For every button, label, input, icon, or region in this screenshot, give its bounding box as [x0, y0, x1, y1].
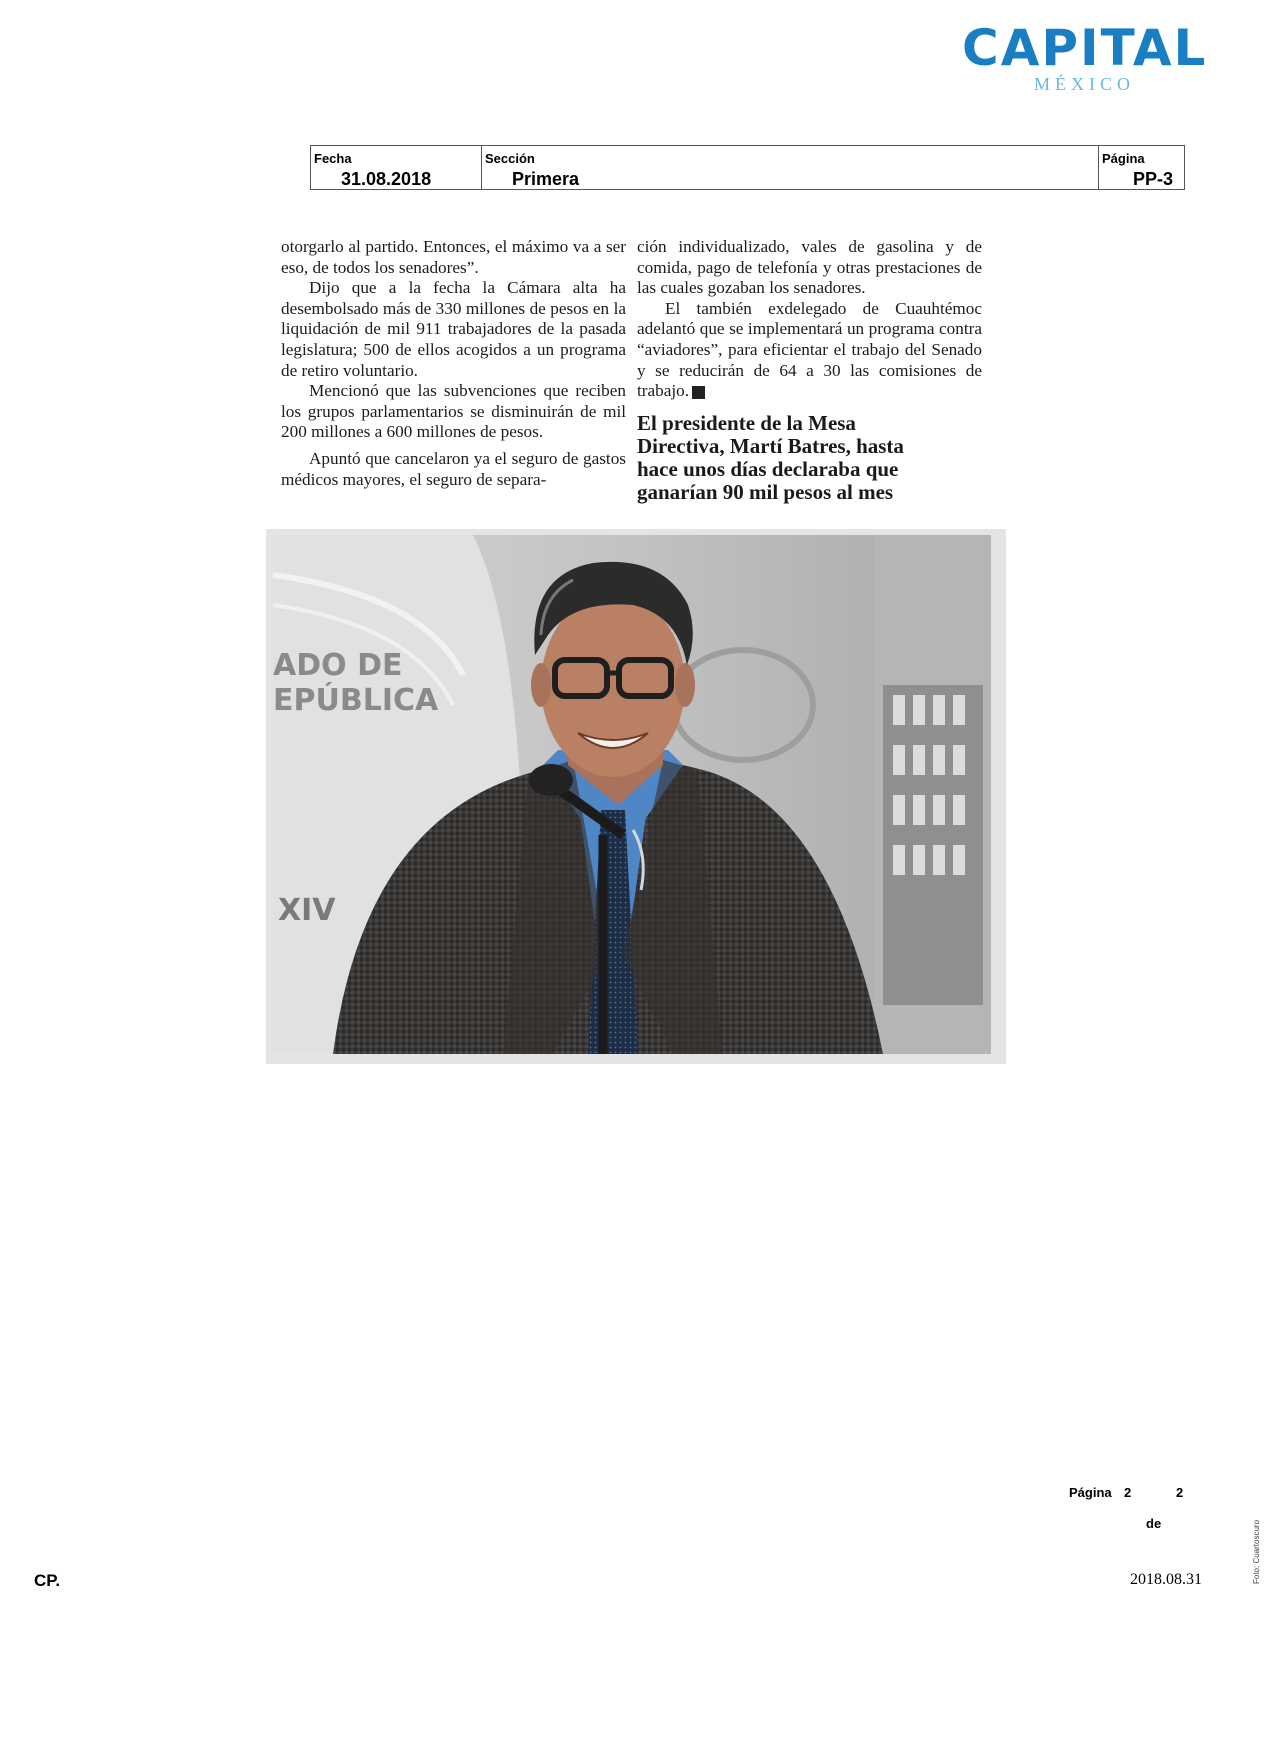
article-left-column	[281, 237, 626, 490]
paragraph: Mencionó que las subvenciones que reciben los grupos parlamentarios se disminuirán de mil 200 millones a 600 millones de pesos.	[281, 381, 626, 442]
paragraph-text: El también exdelegado de Cuauhtémoc adelantó que se implementará un programa contra “aviadores”, para eficientar el trabajo del Senado y se reducirán de 64 a 30 las comisiones de trabajo.	[637, 298, 982, 401]
footer-date: 2018.08.31	[1130, 1571, 1202, 1588]
fecha-value: 31.08.2018	[341, 169, 432, 189]
news-photo	[273, 535, 991, 1054]
fecha-cell	[311, 146, 481, 189]
article-right-column	[637, 237, 982, 402]
seccion-cell	[481, 146, 1098, 189]
paragraph: ción individualizado, vales de gasolina y de comida, pago de telefonía y otras prestaciones de las cuales gozaban los senadores.	[637, 237, 982, 298]
pagina-label: Página	[1102, 151, 1145, 166]
end-of-article-mark: C	[692, 386, 705, 399]
paragraph	[637, 299, 982, 402]
fecha-label: Fecha	[314, 151, 352, 166]
pagina-value: PP-3	[1133, 169, 1174, 189]
wall-text-2: EPÚBLICA	[273, 683, 439, 718]
photo-credit: Foto: Cuartoscuro	[1252, 1519, 1261, 1584]
capital-mexico-logo	[962, 20, 1228, 96]
pagina-cell	[1098, 146, 1184, 189]
paragraph: otorgarlo al partido. Entonces, el máximo va a ser eso, de todos los senadores”.	[281, 237, 626, 277]
seccion-value: Primera	[512, 169, 580, 189]
logo-wordmark: CAPITAL	[962, 19, 1208, 77]
footer-page-total: 2	[1176, 1485, 1184, 1500]
footer-page-current: 2	[1124, 1485, 1132, 1500]
seccion-label: Sección	[485, 151, 535, 166]
clipping-header-table	[310, 145, 1185, 190]
wall-text-3: XIV	[278, 893, 336, 928]
footer-page-label: Página	[1069, 1485, 1112, 1500]
logo-subtitle: MÉXICO	[1034, 74, 1135, 94]
wall-text-1: ADO DE	[273, 648, 403, 683]
paragraph: Dijo que a la fecha la Cámara alta ha desembolsado más de 330 millones de pesos en la liquidación de mil 911 trabajadores de la pasada legislatura; 500 de ellos acogidos a un programa de retiro voluntario.	[281, 278, 626, 380]
footer-page-de: de	[1146, 1516, 1162, 1531]
photo-illustration	[273, 535, 991, 1054]
pull-quote: El presidente de la Mesa Directiva, Martí Batres, hasta hace unos días declaraba que ganarían 90 mil pesos al mes	[637, 411, 904, 504]
paragraph: Apuntó que cancelaron ya el seguro de gastos médicos mayores, el seguro de separa-	[281, 448, 626, 489]
source-code: CP.	[34, 1571, 61, 1590]
